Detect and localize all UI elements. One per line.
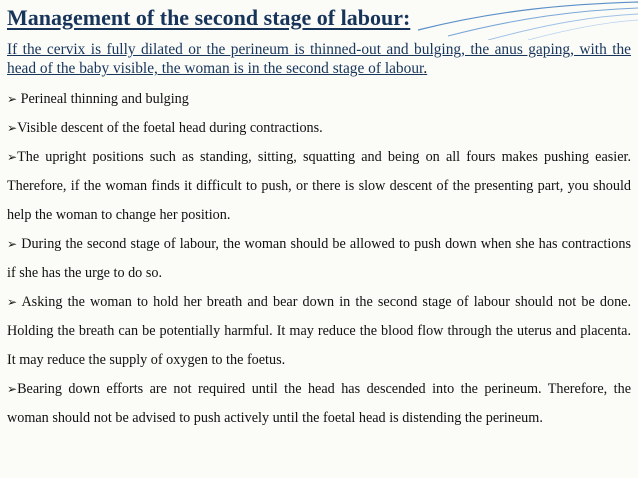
- bullet-text: Perineal thinning and bulging: [20, 91, 189, 107]
- bullet-text: Asking the woman to hold her breath and bear down in the second stage of labour should not be done. Holding the breath can be potentially harmful. It may reduce the blood flow through the uterus and placenta. It may reduce the supply of oxygen to the foetus.: [7, 294, 632, 368]
- bullet-text: The upright positions such as standing, sitting, squatting and being on all fours makes pushing easier. Therefore, if the woman finds it difficult to push, or there is slow descent of the presenting part, you should help the woman to change her position.: [7, 149, 631, 223]
- intro-paragraph: [7, 40, 631, 78]
- bullet-item: [7, 375, 631, 433]
- intro-end: .: [423, 60, 428, 77]
- arrowhead-bullet-icon: ➢: [7, 382, 18, 396]
- bullet-item: [7, 85, 631, 114]
- bullet-item: [7, 230, 631, 288]
- arrowhead-bullet-icon: ➢: [7, 121, 18, 135]
- bullet-text: Bearing down efforts are not required until the head has descended into the perineum. Therefore, the woman should not be advised to push actively until the foetal head is distending the perineum.: [7, 381, 631, 426]
- intro-text: If the cervix is fully dilated or the perineum is thinned-out and bulging, the anus gaping, with the head of the baby visible, the woman is in the second stage of labour: [7, 41, 631, 77]
- bullet-text: Visible descent of the foetal head during contractions.: [17, 120, 323, 136]
- bullet-text: During the second stage of labour, the woman should be allowed to push down when she has contractions if she has the urge to do so.: [7, 236, 631, 281]
- arrowhead-bullet-icon: ➢: [7, 150, 18, 164]
- bullet-item: [7, 288, 631, 375]
- arrowhead-bullet-icon: ➢: [7, 295, 18, 309]
- slide-title: Management of the second stage of labour:: [7, 5, 411, 30]
- bullet-list: [7, 85, 631, 433]
- arrowhead-bullet-icon: ➢: [7, 92, 18, 106]
- arrowhead-bullet-icon: ➢: [7, 237, 18, 251]
- bullet-item: [7, 114, 631, 143]
- decorative-swoosh-lines: [378, 0, 638, 40]
- bullet-item: [7, 143, 631, 230]
